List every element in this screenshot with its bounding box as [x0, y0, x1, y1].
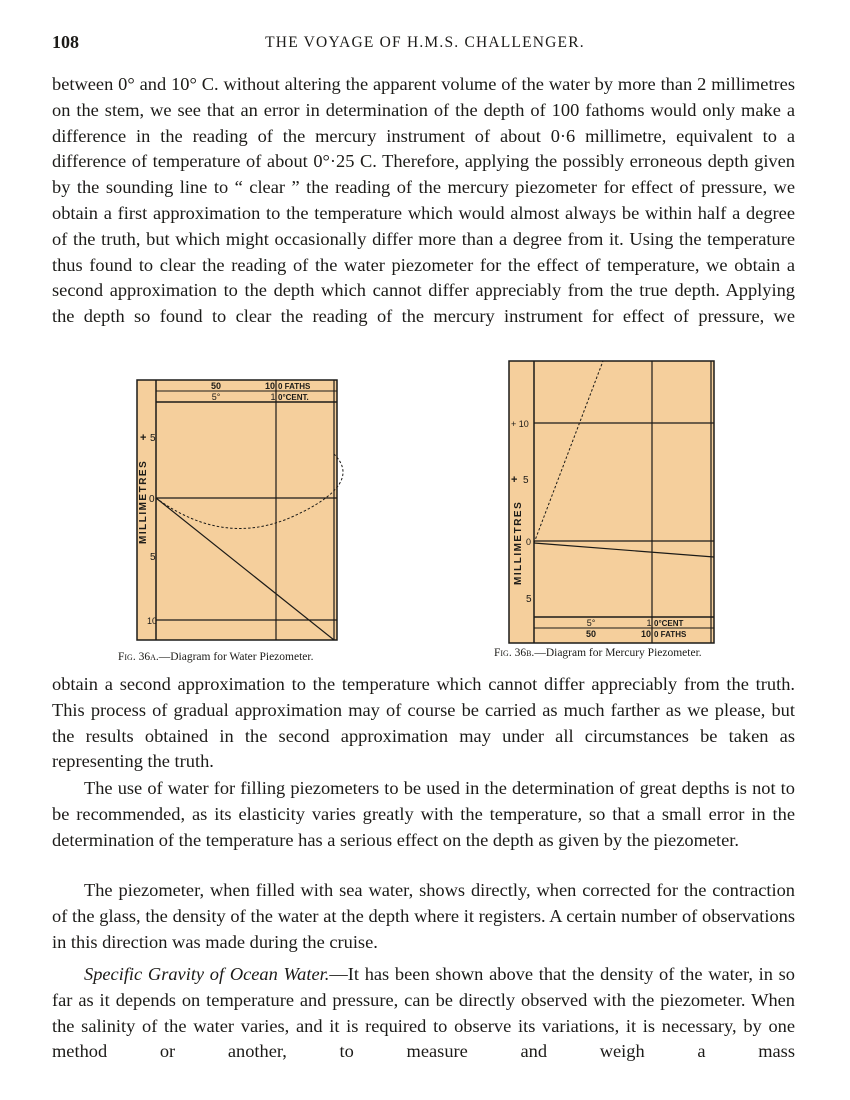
- fig-a-y-tick-plus: +: [140, 432, 147, 444]
- plot-frame: [137, 380, 337, 640]
- fig-a-y-axis-label: MILLIMETRES: [138, 459, 149, 544]
- page-number: 108: [52, 32, 79, 52]
- fig-a-y-tick-0: 0: [149, 494, 155, 505]
- fig-b-temp-tick-5: 5°: [586, 618, 596, 628]
- fig-a-fathoms-tick-10: 10: [264, 381, 276, 391]
- fig-b-y-tick-5-top: 5: [523, 475, 529, 486]
- page-header: [52, 32, 798, 56]
- figure-36a-caption-label: Fig. 36a.: [118, 651, 159, 663]
- fig-a-y-tick-10: 10: [147, 616, 158, 626]
- fig-b-y-tick-0: 0: [526, 537, 532, 547]
- paragraph-2: obtain a second approximation to the temperature which cannot differ appreciably from the truth. This process of gradual approximation may of course be carried as much farther as we please, but the results obtained in the second approximation may under all circumstances be taken as representing the truth.: [52, 674, 795, 772]
- figure-36a-caption-text: —Diagram for Water Piezometer.: [158, 651, 314, 663]
- fig-b-fathoms-tick-0: 0 FATHS: [654, 630, 687, 639]
- figure-36b-caption-label: Fig. 36b.: [494, 647, 535, 659]
- fig-a-y-tick-5-bottom: 5: [150, 552, 156, 563]
- fig-b-temp-tick-0: 0°CENT: [654, 619, 684, 628]
- water-piezometer-diagram: [124, 376, 344, 646]
- running-title: THE VOYAGE OF H.M.S. CHALLENGER.: [265, 34, 585, 51]
- mercury-piezometer-diagram: [505, 357, 720, 647]
- fig-a-temp-tick-5: 5°: [211, 392, 221, 402]
- fig-a-temp-tick-1: 1: [270, 392, 276, 402]
- fig-b-y-tick-plus: +: [511, 474, 518, 486]
- figure-36b: [505, 357, 720, 647]
- plot-frame: [509, 361, 714, 643]
- paragraph-1: between 0° and 10° C. without altering the apparent volume of the water by more than 2 millimetres on the stem, we see that an error in determination of the depth of 100 fathoms would only make a difference in the reading of the mercury instrument of about 0·6 millimetre, equivalent to a difference of temperature of about 0°·25 C. Therefore, applying the possibly erroneous depth given by the sounding line to “ clear ” the reading of the mercury piezometer for effect of pressure, we obtain a first approximation to the temperature which would almost always be within half a degree of the truth, but which might occasionally differ more than a degree from it. Using the temperature thus found to clear the reading of the water piezometer for the effect of temperature, we obtain a second approximation to the depth which cannot differ appreciably from the true depth. Applying the depth so found to clear the reading of the mercury instrument for effect of pressure, we: [52, 74, 795, 327]
- fig-b-temp-tick-1: 1: [646, 618, 652, 628]
- paragraph-4: The piezometer, when filled with sea water, shows directly, when corrected for the contraction of the glass, the density of the water at the depth where it registers. A certain number of observations in this direction was made during the cruise.: [52, 880, 795, 952]
- figure-36b-caption-text: —Diagram for Mercury Piezometer.: [534, 647, 702, 659]
- fig-b-y-tick-5-bottom: 5: [526, 594, 532, 605]
- paragraph-5: [52, 962, 795, 1065]
- paragraph-3: The use of water for filling piezometers to be used in the determination of great depths is not to be recommended, as its elasticity varies greatly with the temperature, so that a small error in the determination of the temperature has a serious effect on the depth as given by the piezometer.: [52, 778, 795, 850]
- fig-b-y-tick-10: + 10: [511, 419, 529, 429]
- fig-a-fathoms-tick-50: 50: [210, 381, 222, 391]
- fig-b-fathoms-tick-50: 50: [585, 629, 597, 639]
- fig-a-y-tick-5-top: 5: [150, 433, 156, 444]
- fig-b-fathoms-tick-10: 10: [640, 629, 652, 639]
- fig-b-y-axis-label: MILLIMETRES: [513, 500, 524, 585]
- fig-a-fathoms-tick-0: 0 FATHS: [278, 382, 311, 391]
- figure-36b-caption: [494, 647, 702, 659]
- paragraph-5-body: —It has been shown above that the density of the water, in so far as it depends on temperature and pressure, can be directly observed with the piezometer. When the salinity of the water varies, and it is required to observe its variations, it is necessary, by one method or another, to measure and weigh a mass: [52, 964, 796, 1062]
- section-heading-specific-gravity: Specific Gravity of Ocean Water.: [84, 964, 330, 984]
- figure-36a: [124, 376, 344, 646]
- figure-36a-caption: [118, 651, 313, 663]
- fig-a-temp-tick-0: 0°CENT.: [278, 393, 309, 402]
